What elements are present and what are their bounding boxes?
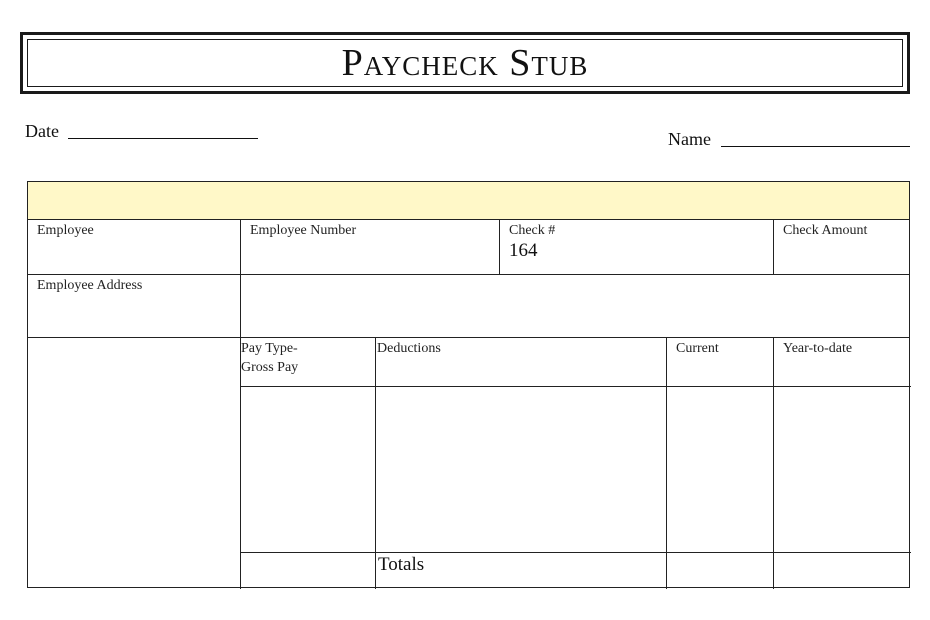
name-field[interactable] bbox=[721, 146, 910, 147]
pay-stub-table bbox=[27, 181, 910, 588]
date-field[interactable] bbox=[68, 138, 258, 139]
employee-address-field[interactable] bbox=[240, 274, 911, 337]
employee-address-label: Employee Address bbox=[37, 278, 143, 293]
employee-label: Employee bbox=[37, 223, 94, 238]
deductions-label: Deductions bbox=[377, 341, 441, 356]
year-to-date-label: Year-to-date bbox=[783, 341, 853, 356]
page-title: Paycheck Stub bbox=[341, 42, 589, 84]
date-label: Date bbox=[25, 121, 59, 141]
year-to-date-total-cell[interactable] bbox=[773, 552, 911, 589]
title-box bbox=[20, 32, 910, 94]
totals-label: Totals bbox=[378, 554, 425, 575]
pay-type-cell[interactable] bbox=[240, 386, 375, 552]
check-number-label: Check # bbox=[509, 223, 556, 238]
year-to-date-cell[interactable] bbox=[773, 386, 911, 552]
deductions-cell[interactable] bbox=[375, 386, 666, 552]
rule-below-address bbox=[28, 337, 909, 338]
current-total-cell[interactable] bbox=[666, 552, 773, 589]
employee-number-label: Employee Number bbox=[250, 223, 357, 238]
pay-type-label: Pay Type- Gross Pay bbox=[241, 341, 299, 375]
current-label: Current bbox=[676, 341, 719, 356]
rule-col-check bbox=[499, 219, 500, 274]
employee-field[interactable] bbox=[28, 219, 240, 274]
employee-number-field[interactable] bbox=[240, 219, 499, 274]
name-label: Name bbox=[668, 129, 711, 149]
check-amount-field[interactable] bbox=[773, 219, 911, 274]
check-amount-label: Check Amount bbox=[783, 223, 868, 238]
current-cell[interactable] bbox=[666, 386, 773, 552]
header-band bbox=[28, 182, 909, 219]
title-inner-border bbox=[27, 39, 903, 87]
check-number-value: 164 bbox=[509, 240, 538, 261]
